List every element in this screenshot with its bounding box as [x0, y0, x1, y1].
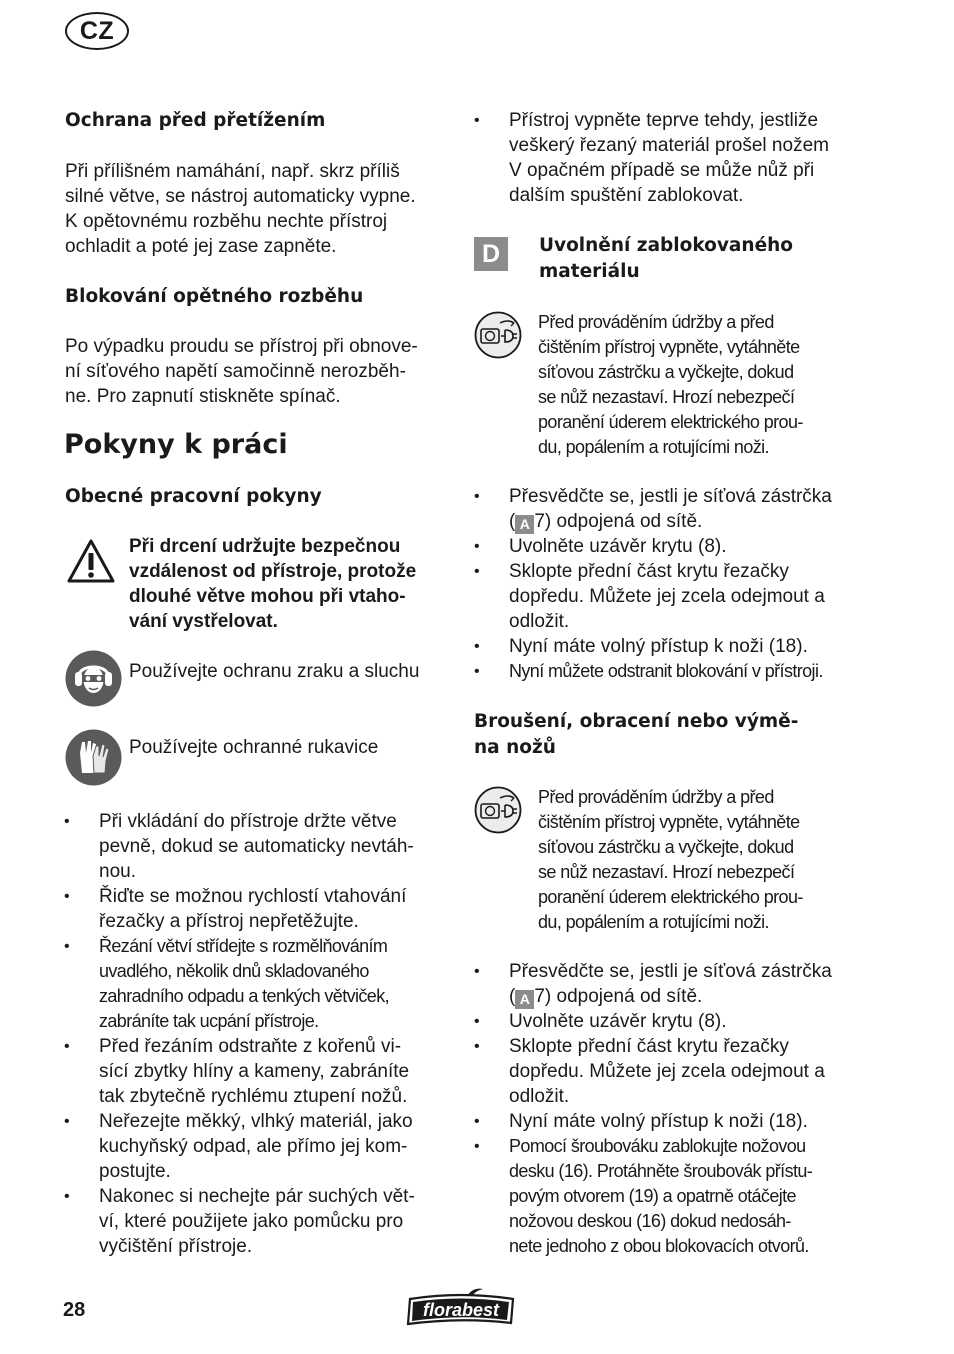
eye-ear-protection-icon — [65, 650, 122, 712]
gloves-text: Používejte ochranné rukavice — [129, 737, 379, 758]
page-number: 28 — [63, 1299, 86, 1321]
overload-heading: Ochrana před přetížením — [65, 110, 326, 131]
sharpen-heading: Broušení, obracení nebo výmě- na nožů — [474, 711, 799, 758]
eye-ear-text: Používejte ochranu zraku a sluchu — [129, 661, 420, 682]
unblock-safety-note: Před prováděním údržby a před čištěním přístroj vypněte, vytáhněte síťovou zástrčku a vyčkejte, dokud se nůž nezastaví. Hrozí nebezpečí poranění úderem elektrického prou- du, popálením a rotujícími noži. — [538, 312, 803, 457]
list-item: • Nyní můžete odstranit blokování v přístroji. — [474, 659, 894, 684]
sharpen-safety-note: Před prováděním údržby a před čištěním přístroj vypněte, vytáhněte síťovou zástrčku a vyčkejte, dokud se nůž nezastaví. Hrozí nebezpečí poranění úderem elektrického prou- du, popálením a rotujícími noži. — [538, 787, 803, 932]
list-item: • Sklopte přední část krytu řezačky dopředu. Můžete jej zcela odejmout a odložit. — [474, 1034, 894, 1109]
top-bullet-list — [474, 108, 874, 208]
language-badge: CZ — [65, 12, 129, 50]
unblock-steps — [474, 484, 894, 684]
list-item: • Řiďte se možnou rychlostí vtahování řezačky a přístroj nepřetěžujte. — [64, 884, 459, 934]
list-item: • Při vkládání do přístroje držte větve pevně, dokud se automaticky nevtáh- nou. — [64, 809, 459, 884]
list-item: • Neřezejte měkký, vlhký materiál, jako kuchyňský odpad, ale přímo jej kom- postujte. — [64, 1109, 459, 1184]
list-item: • Přístroj vypněte teprve tehdy, jestliže veškerý řezaný materiál prošel nožem V opačném případě se může nůž při dalším spuštění zablokovat. — [474, 108, 874, 208]
gloves-icon — [65, 729, 122, 791]
list-item: • Uvolněte uzávěr krytu (8). — [474, 534, 894, 559]
overload-text: Při přílišném namáhání, např. skrz příliš silné větve, se nástroj automaticky vypne. K opětovnému rozběhu nechte přístroj ochladit a poté jej zase zapněte. — [65, 161, 416, 257]
list-item: • Pomocí šroubováku zablokujte nožovou desku (16). Protáhněte šroubovák přístu- povým otvorem (19) a opatrně otáčejte nožovou deskou (16) dokud nedosáh- nete jednoho z obou blokovacích otvorů. — [474, 1134, 894, 1259]
figure-a-ref: A — [515, 990, 534, 1009]
figure-d-badge: D — [474, 237, 508, 271]
list-item: • Přesvědčte se, jestli je síťová zástrčka ( A 7) odpojená od sítě. — [474, 484, 894, 534]
sharpen-steps — [474, 959, 894, 1259]
list-item: • Nyní máte volný přístup k noži (18). — [474, 1109, 894, 1134]
list-item: • Přesvědčte se, jestli je síťová zástrčka ( A 7) odpojená od sítě. — [474, 959, 894, 1009]
general-heading: Obecné pracovní pokyny — [65, 486, 322, 507]
list-item: • Nyní máte volný přístup k noži (18). — [474, 634, 894, 659]
warning-text: Při drcení udržujte bezpečnou vzdálenost od přístroje, protože dlouhé větve mohou při vtaho- vání vystřelovat. — [129, 536, 417, 632]
figure-a-ref: A — [515, 515, 534, 534]
warning-icon — [66, 538, 116, 589]
list-item: • Sklopte přední část krytu řezačky dopředu. Můžete jej zcela odejmout a odložit. — [474, 559, 894, 634]
unblock-heading: Uvolnění zablokovaného materiálu — [539, 235, 794, 282]
unplug-before-maintenance-icon — [474, 311, 522, 364]
list-item: • Uvolněte uzávěr krytu (8). — [474, 1009, 894, 1034]
list-item: • Nakonec si nechejte pár suchých vět- ví, které použijete jako pomůcku pro vyčištění přístroje. — [64, 1184, 459, 1259]
work-bullet-list — [64, 809, 459, 1259]
list-item: • Před řezáním odstraňte z kořenů vi- sící zbytky hlíny a kameny, zabráníte tak zbytečně rychlému ztupení nožů. — [64, 1034, 459, 1109]
florabest-logo — [405, 1287, 517, 1334]
work-title: Pokyny k práci — [64, 429, 288, 460]
restart-heading: Blokování opětného rozběhu — [65, 286, 364, 307]
svg-text:florabest: florabest — [422, 1300, 500, 1320]
list-item: • Řezání větví střídejte s rozmělňováním uvadlého, několik dnů skladovaného zahradního odpadu a tenkých větviček, zabráníte tak ucpání přístroje. — [64, 934, 459, 1034]
unplug-before-maintenance-icon — [474, 786, 522, 839]
restart-text: Po výpadku proudu se přístroj při obnove- ní síťového napětí samočinně nerozběh- ne. Pro zapnutí stiskněte spínač. — [65, 336, 418, 407]
